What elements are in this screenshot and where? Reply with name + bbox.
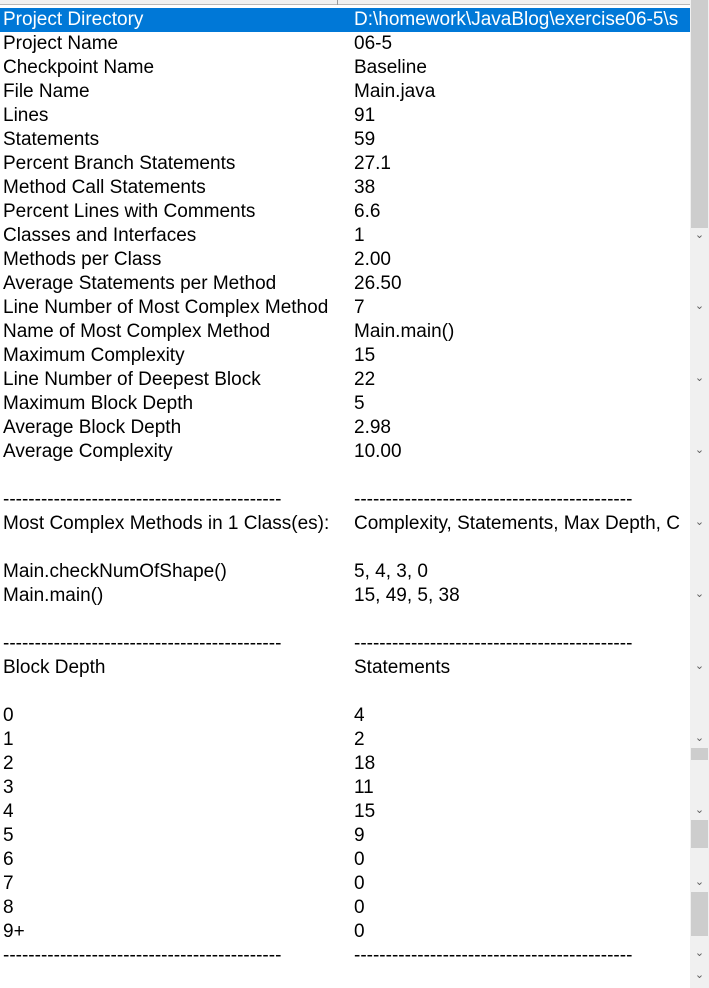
depth-statements: 4 <box>354 705 365 726</box>
chevron-down-icon[interactable]: ⌄ <box>694 443 705 456</box>
metric-value: 6.6 <box>354 201 381 222</box>
metric-row-percent-comments[interactable] <box>0 200 690 224</box>
method-row[interactable] <box>0 584 690 608</box>
depth-label: 9+ <box>3 921 25 942</box>
depth-row[interactable] <box>0 896 690 920</box>
metric-label: Maximum Block Depth <box>3 393 194 414</box>
metric-value: Main.java <box>354 81 436 102</box>
method-name: Main.main() <box>3 585 104 606</box>
method-values: 5, 4, 3, 0 <box>354 561 428 582</box>
methods-heading-value: Complexity, Statements, Max Depth, C <box>354 513 680 534</box>
metric-label: Statements <box>3 129 100 150</box>
separator-left: -------------------------------------------- <box>3 489 282 510</box>
metric-row-percent-branch[interactable] <box>0 152 690 176</box>
blank-row <box>0 536 690 560</box>
metric-label: Project Directory <box>3 9 144 30</box>
scrollbar-thumb[interactable] <box>691 0 708 228</box>
metric-row-file-name[interactable] <box>0 80 690 104</box>
metrics-report <box>0 8 690 968</box>
separator-right: -------------------------------------------- <box>354 945 633 966</box>
separator-row <box>0 488 690 512</box>
metric-value: 5 <box>354 393 365 414</box>
metric-row-avg-statements[interactable] <box>0 272 690 296</box>
metric-row-max-complexity[interactable] <box>0 344 690 368</box>
depth-heading: Block Depth <box>3 657 106 678</box>
metric-value: 22 <box>354 369 376 390</box>
metric-row-name-most-complex[interactable] <box>0 320 690 344</box>
metric-label: Line Number of Deepest Block <box>3 369 261 390</box>
metric-row-max-block-depth[interactable] <box>0 392 690 416</box>
column-header-strip <box>0 0 690 5</box>
depth-row[interactable] <box>0 776 690 800</box>
chevron-down-icon[interactable]: ⌄ <box>694 731 705 744</box>
metric-label: Project Name <box>3 33 119 54</box>
metric-label: Average Block Depth <box>3 417 182 438</box>
chevron-down-icon[interactable]: ⌄ <box>694 659 705 672</box>
depth-statements: 18 <box>354 753 376 774</box>
metric-label: Maximum Complexity <box>3 345 185 366</box>
separator-left: -------------------------------------------- <box>3 945 282 966</box>
methods-heading: Most Complex Methods in 1 Class(es): <box>3 513 330 534</box>
chevron-down-icon[interactable]: ⌄ <box>694 371 705 384</box>
depth-statements: 2 <box>354 729 365 750</box>
metric-label: Lines <box>3 105 49 126</box>
metric-value: Baseline <box>354 57 427 78</box>
depth-label: 2 <box>3 753 14 774</box>
metric-row-line-most-complex[interactable] <box>0 296 690 320</box>
metric-label: Classes and Interfaces <box>3 225 197 246</box>
metric-row-statements[interactable] <box>0 128 690 152</box>
metric-row-method-call[interactable] <box>0 176 690 200</box>
blank-row <box>0 464 690 488</box>
metric-row-classes[interactable] <box>0 224 690 248</box>
separator-row <box>0 944 690 968</box>
metric-row-project-name[interactable] <box>0 32 690 56</box>
depth-label: 3 <box>3 777 14 798</box>
depth-row[interactable] <box>0 920 690 944</box>
depth-heading-row[interactable] <box>0 656 690 680</box>
vertical-scrollbar[interactable] <box>690 0 709 988</box>
metric-row-line-deepest-block[interactable] <box>0 368 690 392</box>
separator-left: -------------------------------------------- <box>3 633 282 654</box>
depth-label: 4 <box>3 801 14 822</box>
depth-label: 8 <box>3 897 14 918</box>
depth-statements: 15 <box>354 801 376 822</box>
scrollbar-thumb[interactable] <box>691 892 708 936</box>
metric-label: Method Call Statements <box>3 177 206 198</box>
chevron-down-icon[interactable]: ⌄ <box>694 228 705 241</box>
chevron-down-icon[interactable]: ⌄ <box>694 968 705 981</box>
depth-statements: 0 <box>354 849 365 870</box>
separator-right: -------------------------------------------- <box>354 633 633 654</box>
depth-statements: 0 <box>354 921 365 942</box>
metric-value: 15 <box>354 345 376 366</box>
scrollbar-thumb[interactable] <box>691 748 708 760</box>
metric-row-avg-complexity[interactable] <box>0 440 690 464</box>
method-name: Main.checkNumOfShape() <box>3 561 227 582</box>
metric-value: 26.50 <box>354 273 402 294</box>
metric-value: 7 <box>354 297 365 318</box>
chevron-down-icon[interactable]: ⌄ <box>694 875 705 888</box>
blank-row <box>0 608 690 632</box>
metric-label: Average Statements per Method <box>3 273 277 294</box>
metric-label: Average Complexity <box>3 441 173 462</box>
metric-label: Line Number of Most Complex Method <box>3 297 329 318</box>
metric-value: 91 <box>354 105 376 126</box>
column-divider[interactable] <box>337 0 338 5</box>
metric-row-avg-block-depth[interactable] <box>0 416 690 440</box>
depth-heading-value: Statements <box>354 657 451 678</box>
metric-label: File Name <box>3 81 90 102</box>
depth-statements: 0 <box>354 897 365 918</box>
depth-statements: 9 <box>354 825 365 846</box>
metric-label: Percent Lines with Comments <box>3 201 256 222</box>
depth-row[interactable] <box>0 704 690 728</box>
metric-value: 38 <box>354 177 376 198</box>
depth-row[interactable] <box>0 752 690 776</box>
chevron-down-icon[interactable]: ⌄ <box>694 803 705 816</box>
metric-value: 1 <box>354 225 365 246</box>
metric-value: D:\homework\JavaBlog\exercise06-5\s <box>354 9 679 30</box>
depth-label: 1 <box>3 729 14 750</box>
method-values: 15, 49, 5, 38 <box>354 585 460 606</box>
metric-value: 2.98 <box>354 417 391 438</box>
depth-label: 6 <box>3 849 14 870</box>
metric-row-methods-per-class[interactable] <box>0 248 690 272</box>
blank-row <box>0 680 690 704</box>
metric-label: Percent Branch Statements <box>3 153 236 174</box>
metric-value: 27.1 <box>354 153 391 174</box>
depth-row[interactable] <box>0 824 690 848</box>
chevron-down-icon[interactable]: ⌄ <box>694 299 705 312</box>
chevron-down-icon[interactable]: ⌄ <box>694 946 705 959</box>
separator-row <box>0 632 690 656</box>
method-row[interactable] <box>0 560 690 584</box>
depth-label: 5 <box>3 825 14 846</box>
depth-statements: 11 <box>354 777 374 798</box>
depth-row[interactable] <box>0 848 690 872</box>
depth-row[interactable] <box>0 728 690 752</box>
chevron-down-icon[interactable]: ⌄ <box>694 515 705 528</box>
metric-value: 59 <box>354 129 376 150</box>
methods-heading-row[interactable] <box>0 512 690 536</box>
chevron-down-icon[interactable]: ⌄ <box>694 587 705 600</box>
metric-row-project-directory[interactable] <box>0 8 690 32</box>
metric-row-checkpoint-name[interactable] <box>0 56 690 80</box>
separator-right: -------------------------------------------- <box>354 489 633 510</box>
metric-row-lines[interactable] <box>0 104 690 128</box>
depth-row[interactable] <box>0 872 690 896</box>
metric-value: Main.main() <box>354 321 455 342</box>
scrollbar-thumb[interactable] <box>691 820 708 848</box>
metric-value: 10.00 <box>354 441 402 462</box>
depth-row[interactable] <box>0 800 690 824</box>
metric-label: Methods per Class <box>3 249 162 270</box>
metric-label: Name of Most Complex Method <box>3 321 271 342</box>
metric-value: 06-5 <box>354 33 393 54</box>
depth-label: 7 <box>3 873 14 894</box>
depth-label: 0 <box>3 705 14 726</box>
depth-statements: 0 <box>354 873 365 894</box>
metric-label: Checkpoint Name <box>3 57 155 78</box>
metric-value: 2.00 <box>354 249 391 270</box>
